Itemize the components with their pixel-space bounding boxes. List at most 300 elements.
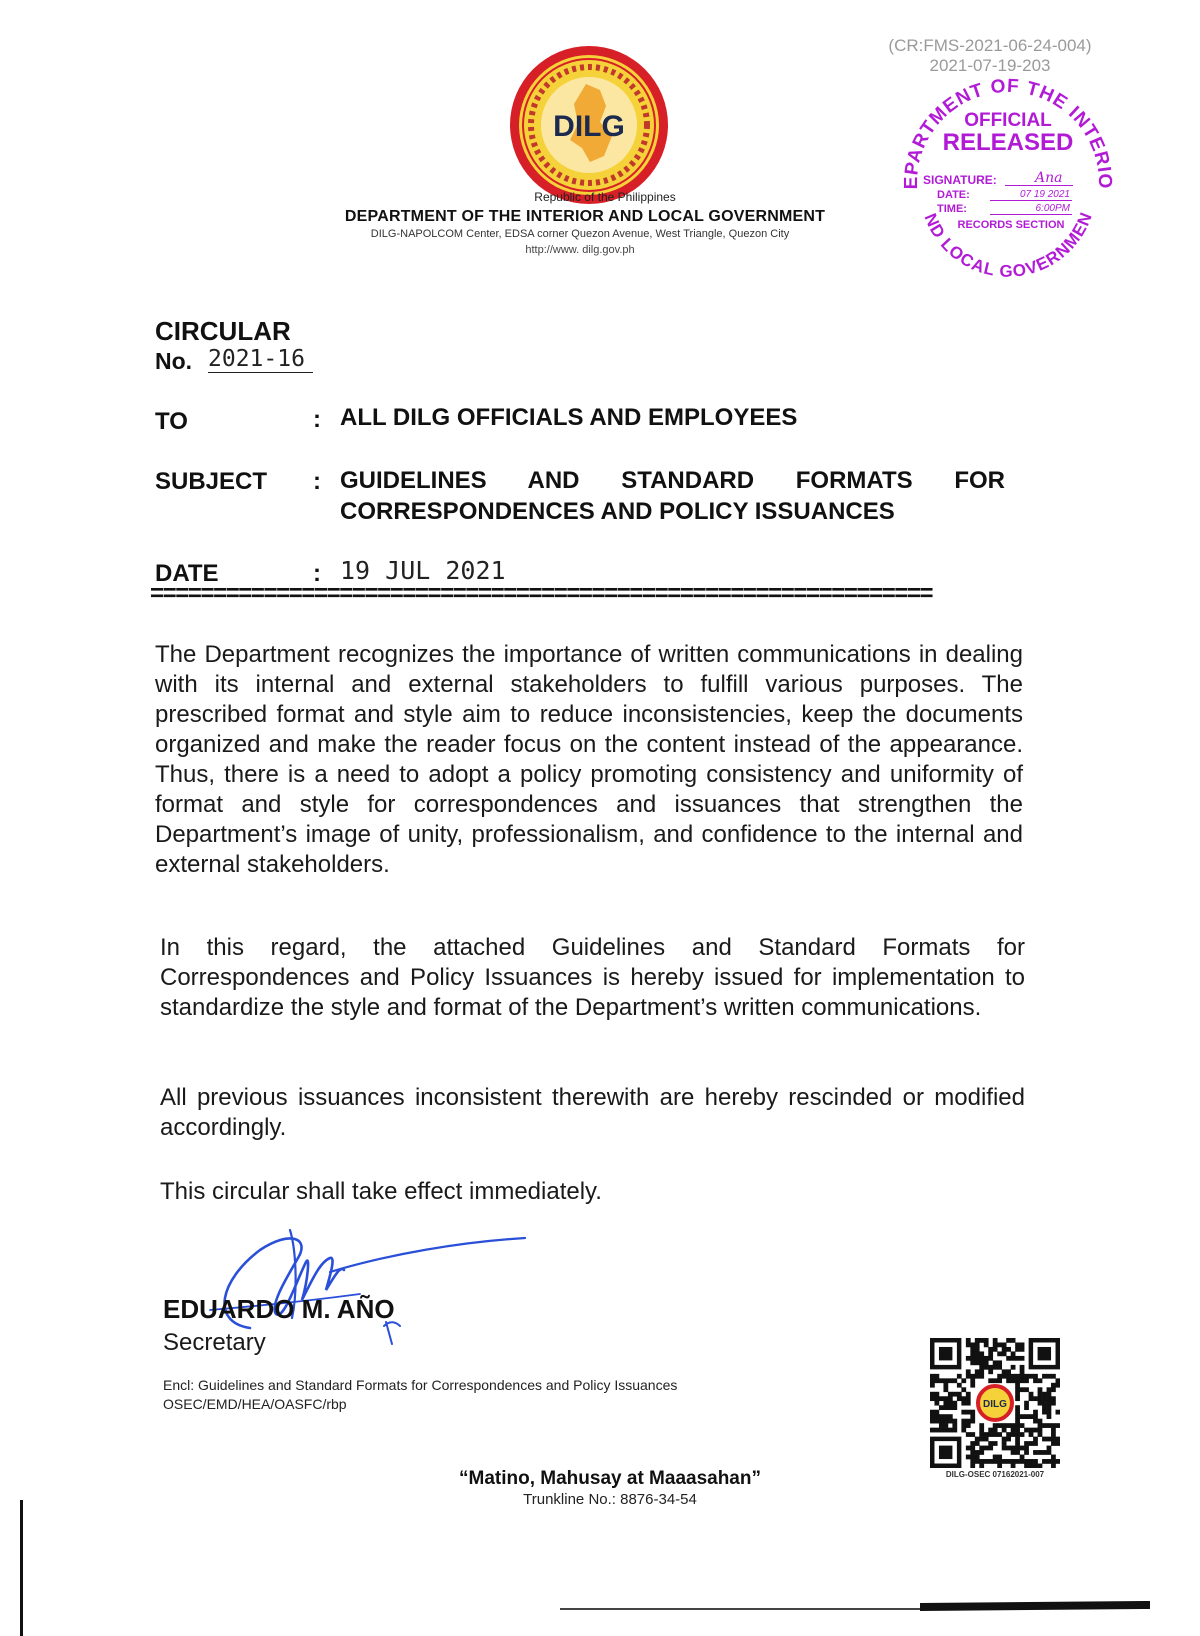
qr-module: [1042, 1392, 1047, 1397]
qr-module: [934, 1410, 939, 1415]
qr-module: [1029, 1459, 1034, 1464]
qr-module: [1015, 1459, 1020, 1464]
date-colon: :: [313, 560, 321, 587]
qr-module: [993, 1378, 998, 1383]
qr-module: [997, 1378, 1002, 1383]
qr-module: [1015, 1441, 1020, 1446]
department-website: http://www. dilg.gov.ph: [525, 244, 635, 256]
qr-module: [975, 1356, 980, 1361]
qr-module: [997, 1459, 1002, 1464]
qr-module: [943, 1378, 948, 1383]
qr-module: [1006, 1378, 1011, 1383]
qr-module: [948, 1428, 953, 1433]
qr-module: [934, 1428, 939, 1433]
qr-module: [979, 1450, 984, 1455]
qr-module: [952, 1423, 957, 1428]
qr-module: [1024, 1401, 1029, 1406]
qr-module: [988, 1347, 993, 1352]
qr-module: [943, 1414, 948, 1419]
qr-module: [1051, 1437, 1056, 1442]
qr-module: [975, 1351, 980, 1356]
qr-module: [952, 1401, 957, 1406]
qr-module: [1002, 1437, 1007, 1442]
to-value: ALL DILG OFFICIALS AND EMPLOYEES: [340, 404, 798, 431]
qr-module: [1051, 1374, 1056, 1379]
qr-module: [1042, 1459, 1047, 1464]
qr-module: [984, 1432, 989, 1437]
qr-module: [1042, 1423, 1047, 1428]
qr-module: [975, 1459, 980, 1464]
qr-module: [993, 1365, 998, 1370]
qr-module: [1042, 1450, 1047, 1455]
qr-module: [1020, 1432, 1025, 1437]
body-paragraph-1: The Department recognizes the importance of written communications in dealing with its internal and external stakeholders to fulfill various purposes. The prescribed format and style aim to reduce inconsistencies, keep the documents organized and make the reader focus on the content instead of the appearance. Thus, there is a need to adopt a policy promoting consistency and uniformity of format and style for correspondences and issuances that strengthen the Department’s image of unity, professionalism, and confidence to the internal and external stakeholders.: [155, 641, 1023, 878]
qr-module: [1015, 1405, 1020, 1410]
qr-module: [975, 1342, 980, 1347]
qr-module: [970, 1342, 975, 1347]
qr-module: [1051, 1423, 1056, 1428]
stamp-signature-label: SIGNATURE:: [923, 173, 997, 187]
qr-module: [1024, 1414, 1029, 1419]
qr-module: [1038, 1464, 1043, 1468]
qr-module: [1033, 1414, 1038, 1419]
qr-module: [1047, 1410, 1052, 1415]
qr-module: [1002, 1374, 1007, 1379]
qr-module: [1006, 1369, 1011, 1374]
qr-module: [993, 1338, 998, 1343]
qr-module: [1020, 1369, 1025, 1374]
qr-module: [930, 1383, 935, 1388]
qr-module: [1056, 1441, 1060, 1446]
qr-module: [975, 1369, 980, 1374]
qr-module: [1002, 1428, 1007, 1433]
qr-module: [939, 1414, 944, 1419]
qr-module: [1020, 1423, 1025, 1428]
qr-module: [939, 1396, 944, 1401]
qr-module: [1011, 1428, 1016, 1433]
qr-module: [961, 1423, 966, 1428]
qr-module: [1047, 1387, 1052, 1392]
qr-module: [1038, 1419, 1043, 1424]
qr-module: [984, 1459, 989, 1464]
qr-module: [979, 1351, 984, 1356]
body-paragraph-3: All previous issuances inconsistent therewith are hereby rescinded or modified accordingly.: [160, 1084, 1025, 1141]
qr-module: [970, 1378, 975, 1383]
qr-module: [970, 1383, 975, 1388]
qr-module: [1002, 1342, 1007, 1347]
scan-edge-bottom-thin: [560, 1608, 940, 1610]
qr-module: [984, 1342, 989, 1347]
qr-module: [997, 1365, 1002, 1370]
qr-module: [939, 1423, 944, 1428]
qr-module: [979, 1423, 984, 1428]
stamp-time-label: TIME:: [937, 203, 967, 215]
qr-module: [1015, 1374, 1020, 1379]
qr-module: [1024, 1387, 1029, 1392]
qr-module: [1051, 1464, 1056, 1468]
qr-module: [1033, 1450, 1038, 1455]
qr-module: [979, 1369, 984, 1374]
qr-module: [975, 1441, 980, 1446]
qr-module: [961, 1387, 966, 1392]
qr-module: [1011, 1374, 1016, 1379]
qr-module: [979, 1365, 984, 1370]
qr-module: [1042, 1396, 1047, 1401]
qr-module: [930, 1392, 935, 1397]
qr-module: [1006, 1338, 1011, 1343]
qr-module: [984, 1360, 989, 1365]
qr-module: [993, 1347, 998, 1352]
qr-module: [988, 1378, 993, 1383]
qr-module: [1033, 1378, 1038, 1383]
qr-module: [993, 1360, 998, 1365]
qr-module: [1042, 1405, 1047, 1410]
qr-module: [970, 1464, 975, 1468]
circular-number-value: 2021-16: [208, 346, 313, 373]
qr-module: [1015, 1378, 1020, 1383]
qr-module: [1033, 1428, 1038, 1433]
qr-module: [970, 1441, 975, 1446]
qr-module: [1024, 1441, 1029, 1446]
republic-label: Republic of the Philippines: [534, 190, 676, 204]
qr-module: [997, 1374, 1002, 1379]
qr-module: [993, 1455, 998, 1460]
qr-module: [984, 1365, 989, 1370]
qr-module: [1020, 1414, 1025, 1419]
qr-module: [979, 1432, 984, 1437]
stamp-released: RELEASED: [942, 129, 1074, 156]
body-paragraph-2: In this regard, the attached Guidelines and Standard Formats for Correspondences and Policy Issuances is hereby issued for implementation to standardize the style and format of the Department’s written communications.: [160, 934, 1025, 1021]
qr-module: [966, 1356, 971, 1361]
qr-module: [952, 1405, 957, 1410]
qr-module: [1011, 1464, 1016, 1468]
qr-module: [997, 1351, 1002, 1356]
qr-module: [1051, 1387, 1056, 1392]
qr-module: [997, 1423, 1002, 1428]
qr-module: [1020, 1378, 1025, 1383]
qr-module: [966, 1446, 971, 1451]
qr-module: [975, 1338, 980, 1343]
qr-module: [934, 1419, 939, 1424]
department-address: DILG-NAPOLCOM Center, EDSA corner Quezon Avenue, West Triangle, Quezon City: [370, 228, 790, 240]
qr-module: [1047, 1450, 1052, 1455]
qr-module: [1042, 1374, 1047, 1379]
qr-module: [952, 1378, 957, 1383]
qr-module: [1020, 1342, 1025, 1347]
qr-module: [975, 1360, 980, 1365]
qr-module: [961, 1410, 966, 1415]
qr-module: [961, 1401, 966, 1406]
qr-module: [970, 1410, 975, 1415]
qr-module: [1047, 1405, 1052, 1410]
qr-module: [997, 1455, 1002, 1460]
qr-module: [1020, 1455, 1025, 1460]
qr-module: [1011, 1351, 1016, 1356]
qr-module: [948, 1419, 953, 1424]
qr-module: [948, 1378, 953, 1383]
qr-module: [1024, 1374, 1029, 1379]
qr-module: [966, 1338, 971, 1343]
qr-module: [975, 1455, 980, 1460]
qr-module: [1006, 1423, 1011, 1428]
qr-finder: [939, 1347, 952, 1360]
qr-module: [1051, 1396, 1056, 1401]
stamp-date-label: DATE:: [937, 189, 970, 201]
qr-module: [966, 1369, 971, 1374]
qr-module: [1038, 1401, 1043, 1406]
stamp-arc-bottom: ND LOCAL GOVERNMEN: [920, 209, 1097, 281]
qr-module: [1033, 1459, 1038, 1464]
qr-module: [988, 1351, 993, 1356]
body-paragraph-4: This circular shall take effect immediately.: [160, 1178, 602, 1205]
qr-module: [1051, 1455, 1056, 1460]
qr-module: [997, 1360, 1002, 1365]
qr-module: [1029, 1374, 1034, 1379]
qr-module: [1006, 1356, 1011, 1361]
qr-module: [1006, 1437, 1011, 1442]
qr-module: [979, 1459, 984, 1464]
qr-module: [1038, 1450, 1043, 1455]
qr-module: [1056, 1410, 1060, 1415]
to-colon: :: [313, 406, 321, 433]
qr-module: [1033, 1419, 1038, 1424]
qr-module: [930, 1396, 935, 1401]
qr-caption: DILG-OSEC 07162021-007: [945, 1470, 1045, 1479]
qr-module: [1029, 1414, 1034, 1419]
qr-module: [970, 1432, 975, 1437]
qr-module: [966, 1401, 971, 1406]
qr-module: [1024, 1378, 1029, 1383]
qr-module: [966, 1392, 971, 1397]
qr-module: [1056, 1378, 1060, 1383]
qr-module: [966, 1423, 971, 1428]
qr-module: [966, 1342, 971, 1347]
qr-module: [1015, 1419, 1020, 1424]
qr-module: [943, 1383, 948, 1388]
qr-module: [1033, 1437, 1038, 1442]
qr-module: [970, 1455, 975, 1460]
date-label: DATE: [155, 560, 219, 587]
reference-initials: OSEC/EMD/HEA/OASFC/rbp: [163, 1396, 347, 1412]
dilg-seal-logo: [508, 44, 670, 206]
qr-module: [1006, 1446, 1011, 1451]
qr-module: [1015, 1428, 1020, 1433]
qr-module: [997, 1432, 1002, 1437]
qr-module: [934, 1414, 939, 1419]
qr-module: [934, 1396, 939, 1401]
qr-module: [1033, 1441, 1038, 1446]
qr-module: [979, 1437, 984, 1442]
qr-module: [948, 1401, 953, 1406]
tracking-numbers: [870, 36, 1110, 76]
qr-module: [1015, 1392, 1020, 1397]
qr-module: [1015, 1387, 1020, 1392]
qr-module: [984, 1338, 989, 1343]
qr-module: [1047, 1414, 1052, 1419]
qr-module: [1051, 1383, 1056, 1388]
qr-module: [948, 1414, 953, 1419]
qr-module: [934, 1378, 939, 1383]
qr-module: [957, 1396, 962, 1401]
qr-module: [988, 1459, 993, 1464]
qr-module: [1047, 1401, 1052, 1406]
qr-module: [1042, 1410, 1047, 1415]
qr-module: [1029, 1441, 1034, 1446]
qr-module: [1002, 1423, 1007, 1428]
to-label: TO: [155, 408, 188, 435]
qr-module: [970, 1414, 975, 1419]
stamp-date-value: 07 19 2021: [990, 189, 1072, 201]
qr-module: [979, 1360, 984, 1365]
qr-module: [1056, 1459, 1060, 1464]
enclosure-note: Encl: Guidelines and Standard Formats for Correspondences and Policy Issuances: [163, 1377, 678, 1393]
qr-module: [1024, 1446, 1029, 1451]
subject-value: GUIDELINES AND STANDARD FORMATS FOR CORRESPONDENCES AND POLICY ISSUANCES: [340, 467, 1005, 525]
qr-module: [1047, 1396, 1052, 1401]
qr-module: [943, 1419, 948, 1424]
qr-module: [1047, 1374, 1052, 1379]
qr-module: [1015, 1396, 1020, 1401]
qr-module: [934, 1392, 939, 1397]
qr-module: [1038, 1423, 1043, 1428]
qr-module: [1002, 1459, 1007, 1464]
qr-module: [943, 1423, 948, 1428]
qr-module: [939, 1405, 944, 1410]
qr-module: [1020, 1446, 1025, 1451]
qr-module: [943, 1428, 948, 1433]
qr-center-text: DILG: [983, 1399, 1007, 1410]
qr-module: [970, 1351, 975, 1356]
qr-module: [1056, 1423, 1060, 1428]
footer-motto: “Matino, Mahusay at Maaasahan”: [459, 1468, 761, 1489]
qr-module: [1056, 1437, 1060, 1442]
qr-module: [1020, 1459, 1025, 1464]
qr-module: [1015, 1446, 1020, 1451]
qr-module: [1011, 1450, 1016, 1455]
qr-module: [1047, 1392, 1052, 1397]
qr-module: [1051, 1441, 1056, 1446]
qr-module: [1011, 1446, 1016, 1451]
qr-module: [988, 1428, 993, 1433]
qr-module: [1038, 1428, 1043, 1433]
qr-module: [993, 1432, 998, 1437]
stamp-arc-top: EPARTMENT OF THE INTERIO: [900, 78, 1116, 190]
qr-module: [993, 1441, 998, 1446]
qr-module: [1033, 1410, 1038, 1415]
qr-module: [997, 1342, 1002, 1347]
qr-module: [943, 1396, 948, 1401]
qr-module: [979, 1464, 984, 1468]
qr-module: [988, 1441, 993, 1446]
qr-module: [988, 1369, 993, 1374]
tracking-line-2: 2021-07-19-203: [929, 56, 1051, 75]
qr-module: [948, 1396, 953, 1401]
qr-module: [957, 1392, 962, 1397]
qr-module: [1011, 1423, 1016, 1428]
qr-module: [966, 1410, 971, 1415]
qr-module: [993, 1428, 998, 1433]
qr-module: [984, 1437, 989, 1442]
qr-module: [1011, 1378, 1016, 1383]
qr-module: [1024, 1459, 1029, 1464]
qr-module: [1002, 1351, 1007, 1356]
scan-edge-left: [20, 1500, 23, 1636]
qr-module: [1002, 1347, 1007, 1352]
qr-module: [943, 1401, 948, 1406]
stamp-time-value: 6:00PM: [990, 203, 1072, 215]
qr-module: [970, 1360, 975, 1365]
qr-module: [1038, 1387, 1043, 1392]
qr-module: [1051, 1401, 1056, 1406]
qr-module: [930, 1414, 935, 1419]
header-separator: ==============================================================: [150, 580, 933, 607]
qr-module: [1038, 1392, 1043, 1397]
qr-module: [1047, 1423, 1052, 1428]
qr-module: [1038, 1396, 1043, 1401]
qr-module: [1029, 1392, 1034, 1397]
qr-module: [1011, 1338, 1016, 1343]
qr-module: [966, 1455, 971, 1460]
qr-code: [930, 1338, 1060, 1468]
qr-module: [970, 1356, 975, 1361]
qr-module: [948, 1392, 953, 1397]
qr-module: [966, 1374, 971, 1379]
qr-module: [1029, 1464, 1034, 1468]
qr-module: [961, 1428, 966, 1433]
stamp-signature-line: [1005, 185, 1073, 186]
qr-module: [966, 1419, 971, 1424]
qr-module: [1020, 1374, 1025, 1379]
qr-module: [1051, 1459, 1056, 1464]
qr-module: [1011, 1365, 1016, 1370]
qr-module: [930, 1378, 935, 1383]
qr-module: [957, 1383, 962, 1388]
qr-module: [970, 1374, 975, 1379]
qr-module: [1015, 1432, 1020, 1437]
qr-module: [1047, 1459, 1052, 1464]
qr-module: [930, 1419, 935, 1424]
qr-module: [1056, 1383, 1060, 1388]
qr-module: [948, 1405, 953, 1410]
qr-module: [1015, 1347, 1020, 1352]
qr-module: [975, 1450, 980, 1455]
qr-module: [1029, 1396, 1034, 1401]
qr-module: [1006, 1374, 1011, 1379]
qr-module: [1020, 1387, 1025, 1392]
qr-finder: [939, 1446, 952, 1459]
qr-module: [988, 1446, 993, 1451]
qr-module: [1006, 1347, 1011, 1352]
qr-module: [1020, 1356, 1025, 1361]
qr-module: [1024, 1464, 1029, 1468]
qr-module: [961, 1419, 966, 1424]
qr-module: [1006, 1432, 1011, 1437]
qr-module: [975, 1347, 980, 1352]
qr-module: [979, 1374, 984, 1379]
qr-module: [1015, 1437, 1020, 1442]
qr-module: [993, 1459, 998, 1464]
signatory-title: Secretary: [163, 1329, 266, 1356]
qr-module: [1024, 1450, 1029, 1455]
tracking-line-1: (CR:FMS-2021-06-24-004): [888, 36, 1092, 55]
qr-module: [1051, 1432, 1056, 1437]
qr-module: [1011, 1356, 1016, 1361]
qr-module: [1038, 1432, 1043, 1437]
qr-module: [993, 1423, 998, 1428]
qr-module: [1002, 1441, 1007, 1446]
qr-module: [961, 1378, 966, 1383]
qr-module: [984, 1356, 989, 1361]
